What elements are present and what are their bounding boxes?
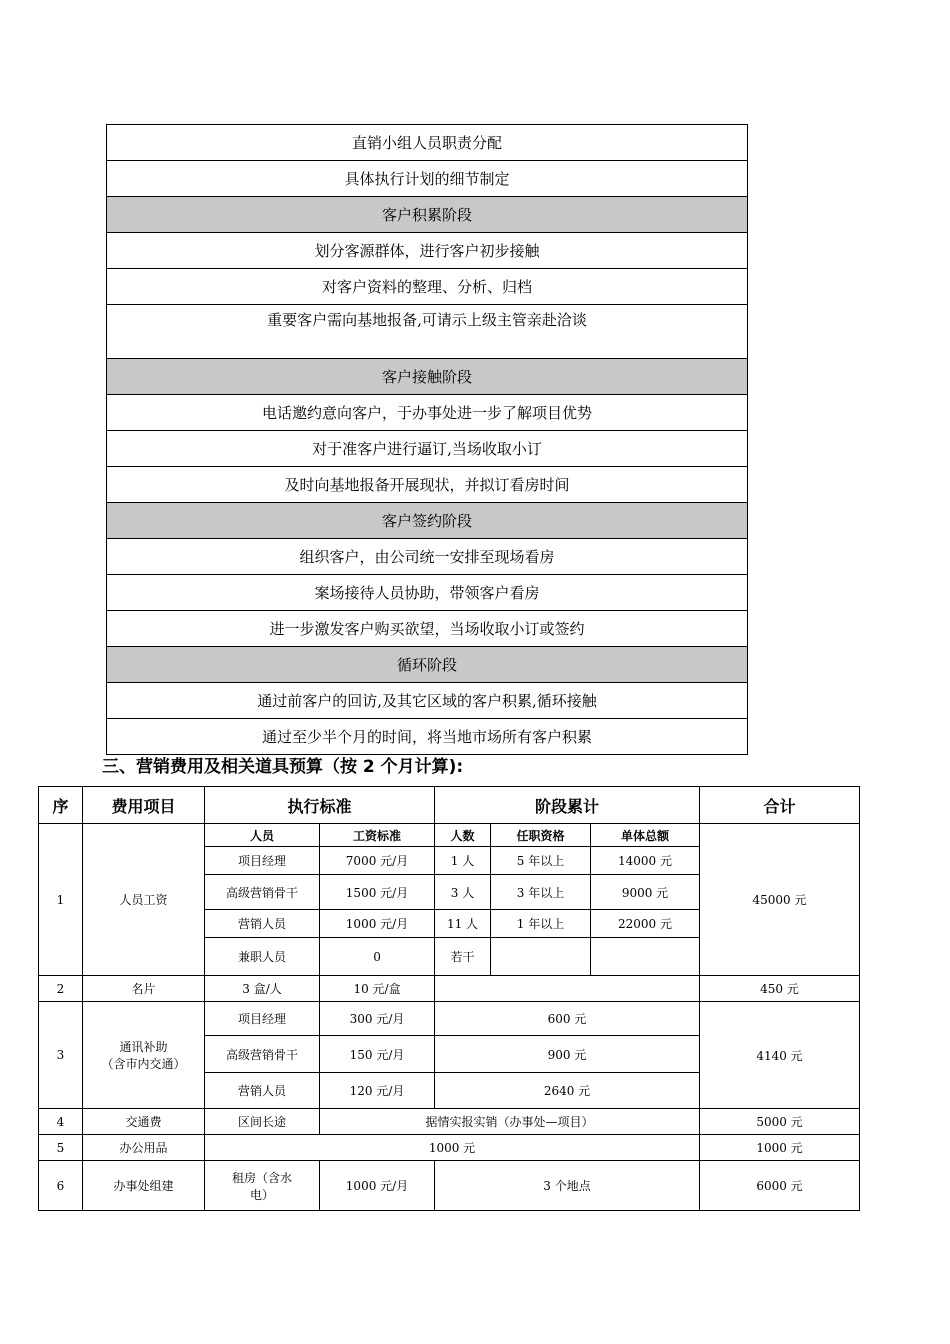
- task-text: 及时向基地报备开展现状，并拟订看房时间: [107, 467, 748, 503]
- cell-standard: 150 元/月: [320, 1036, 435, 1073]
- budget-table: [38, 786, 860, 1211]
- cell-amount: [591, 938, 700, 976]
- cell-detail: 1000 元: [205, 1135, 700, 1161]
- budget-row-5: [39, 1135, 860, 1161]
- cell-standard: 10 元/盒: [320, 976, 435, 1002]
- cell-no: 3: [39, 1002, 83, 1109]
- cell-standard: 300 元/月: [320, 1002, 435, 1036]
- budget-header-row: [39, 787, 860, 824]
- task-text: 进一步激发客户购买欲望，当场收取小订或签约: [107, 611, 748, 647]
- table-row: [107, 467, 748, 503]
- budget-row-2: [39, 976, 860, 1002]
- subheader-person: 人员: [205, 824, 320, 847]
- cell-item: [83, 1002, 205, 1109]
- cell-stage: 3 个地点: [435, 1161, 700, 1211]
- table-row: [107, 269, 748, 305]
- subheader-qualification: 任职资格: [491, 824, 591, 847]
- cell-person: 兼职人员: [205, 938, 320, 976]
- table-row: [107, 233, 748, 269]
- cell-amount: 9000 元: [591, 875, 700, 910]
- budget-row-6: [39, 1161, 860, 1211]
- cell-detail: 据情实报实销（办事处—项目）: [320, 1109, 700, 1135]
- cell-standard: 120 元/月: [320, 1073, 435, 1109]
- cell-standard: [205, 1161, 320, 1211]
- cell-item-line1: 通讯补助: [119, 1040, 168, 1054]
- cell-amount: 22000 元: [591, 910, 700, 938]
- table-row: [107, 575, 748, 611]
- cell-no: 4: [39, 1109, 83, 1135]
- table-row: [107, 431, 748, 467]
- task-text: 具体执行计划的细节制定: [107, 161, 748, 197]
- cell-person: 项目经理: [205, 847, 320, 875]
- phase-header-row: [107, 359, 748, 395]
- table-row: [107, 305, 748, 359]
- table-row: [107, 683, 748, 719]
- cell-standard: 1000 元/月: [320, 1161, 435, 1211]
- task-text: 通过前客户的回访,及其它区域的客户积累,循环接触: [107, 683, 748, 719]
- task-text: 案场接待人员协助，带领客户看房: [107, 575, 748, 611]
- budget-row-1-subheader: [39, 824, 860, 847]
- cell-person: 营销人员: [205, 1073, 320, 1109]
- budget-row-4: [39, 1109, 860, 1135]
- table-row: [107, 719, 748, 755]
- cell-standard-line1: 租房（含水: [231, 1170, 292, 1185]
- cell-person: 高级营销骨干: [205, 875, 320, 910]
- cell-person: 项目经理: [205, 1002, 320, 1036]
- task-text: 组织客户，由公司统一安排至现场看房: [107, 539, 748, 575]
- cell-standard: 3 盒/人: [205, 976, 320, 1002]
- cell-wage: 7000 元/月: [320, 847, 435, 875]
- cell-count: 若干: [435, 938, 491, 976]
- budget-row-3: [39, 1002, 860, 1036]
- header-no: 序: [39, 787, 83, 824]
- phase-title: 循环阶段: [107, 647, 748, 683]
- cell-stage: 600 元: [435, 1002, 700, 1036]
- cell-total: 5000 元: [700, 1109, 860, 1135]
- header-stage: 阶段累计: [435, 787, 700, 824]
- cell-total: 6000 元: [700, 1161, 860, 1211]
- task-text: 重要客户需向基地报备,可请示上级主管亲赴洽谈: [107, 305, 748, 359]
- cell-qualification: 1 年以上: [491, 910, 591, 938]
- cell-item: 名片: [83, 976, 205, 1002]
- cell-no: 1: [39, 824, 83, 976]
- cell-stage: 900 元: [435, 1036, 700, 1073]
- cell-count: 1 人: [435, 847, 491, 875]
- cell-count: 3 人: [435, 875, 491, 910]
- header-total: 合计: [700, 787, 860, 824]
- task-text: 电话邀约意向客户，于办事处进一步了解项目优势: [107, 395, 748, 431]
- cell-stage: [435, 976, 700, 1002]
- cell-item-line2: （含市内交通）: [101, 1057, 186, 1071]
- schedule-table: [106, 124, 748, 755]
- cell-total: 1000 元: [700, 1135, 860, 1161]
- task-text: 划分客源群体，进行客户初步接触: [107, 233, 748, 269]
- cell-person: 营销人员: [205, 910, 320, 938]
- cell-item: 人员工资: [83, 824, 205, 976]
- cell-total: 45000 元: [700, 824, 860, 976]
- table-row: [107, 125, 748, 161]
- cell-no: 5: [39, 1135, 83, 1161]
- cell-no: 6: [39, 1161, 83, 1211]
- subheader-wage: 工资标准: [320, 824, 435, 847]
- cell-item: 办公用品: [83, 1135, 205, 1161]
- cell-stage: 2640 元: [435, 1073, 700, 1109]
- cell-wage: 1500 元/月: [320, 875, 435, 910]
- header-item: 费用项目: [83, 787, 205, 824]
- cell-qualification: [491, 938, 591, 976]
- cell-wage: 0: [320, 938, 435, 976]
- subheader-count: 人数: [435, 824, 491, 847]
- cell-standard-line2: 电）: [249, 1187, 274, 1202]
- cell-qualification: 5 年以上: [491, 847, 591, 875]
- phase-title: 客户积累阶段: [107, 197, 748, 233]
- phase-title: 客户签约阶段: [107, 503, 748, 539]
- table-row: [107, 611, 748, 647]
- cell-amount: 14000 元: [591, 847, 700, 875]
- cell-total: 4140 元: [700, 1002, 860, 1109]
- task-text: 对客户资料的整理、分析、归档: [107, 269, 748, 305]
- phase-header-row: [107, 503, 748, 539]
- phase-header-row: [107, 647, 748, 683]
- cell-item: 办事处组建: [83, 1161, 205, 1211]
- table-row: [107, 161, 748, 197]
- cell-standard: 区间长途: [205, 1109, 320, 1135]
- table-row: [107, 539, 748, 575]
- cell-qualification: 3 年以上: [491, 875, 591, 910]
- cell-person: 高级营销骨干: [205, 1036, 320, 1073]
- phase-title: 客户接触阶段: [107, 359, 748, 395]
- phase-header-row: [107, 197, 748, 233]
- section-title: 三、营销费用及相关道具预算（按 2 个月计算):: [102, 757, 464, 777]
- task-text: 对于准客户进行逼订,当场收取小订: [107, 431, 748, 467]
- cell-no: 2: [39, 976, 83, 1002]
- cell-total: 450 元: [700, 976, 860, 1002]
- cell-wage: 1000 元/月: [320, 910, 435, 938]
- subheader-unit-total: 单体总额: [591, 824, 700, 847]
- cell-item: 交通费: [83, 1109, 205, 1135]
- table-row: [107, 395, 748, 431]
- header-standard: 执行标准: [205, 787, 435, 824]
- task-text: 通过至少半个月的时间，将当地市场所有客户积累: [107, 719, 748, 755]
- cell-count: 11 人: [435, 910, 491, 938]
- task-text: 直销小组人员职责分配: [107, 125, 748, 161]
